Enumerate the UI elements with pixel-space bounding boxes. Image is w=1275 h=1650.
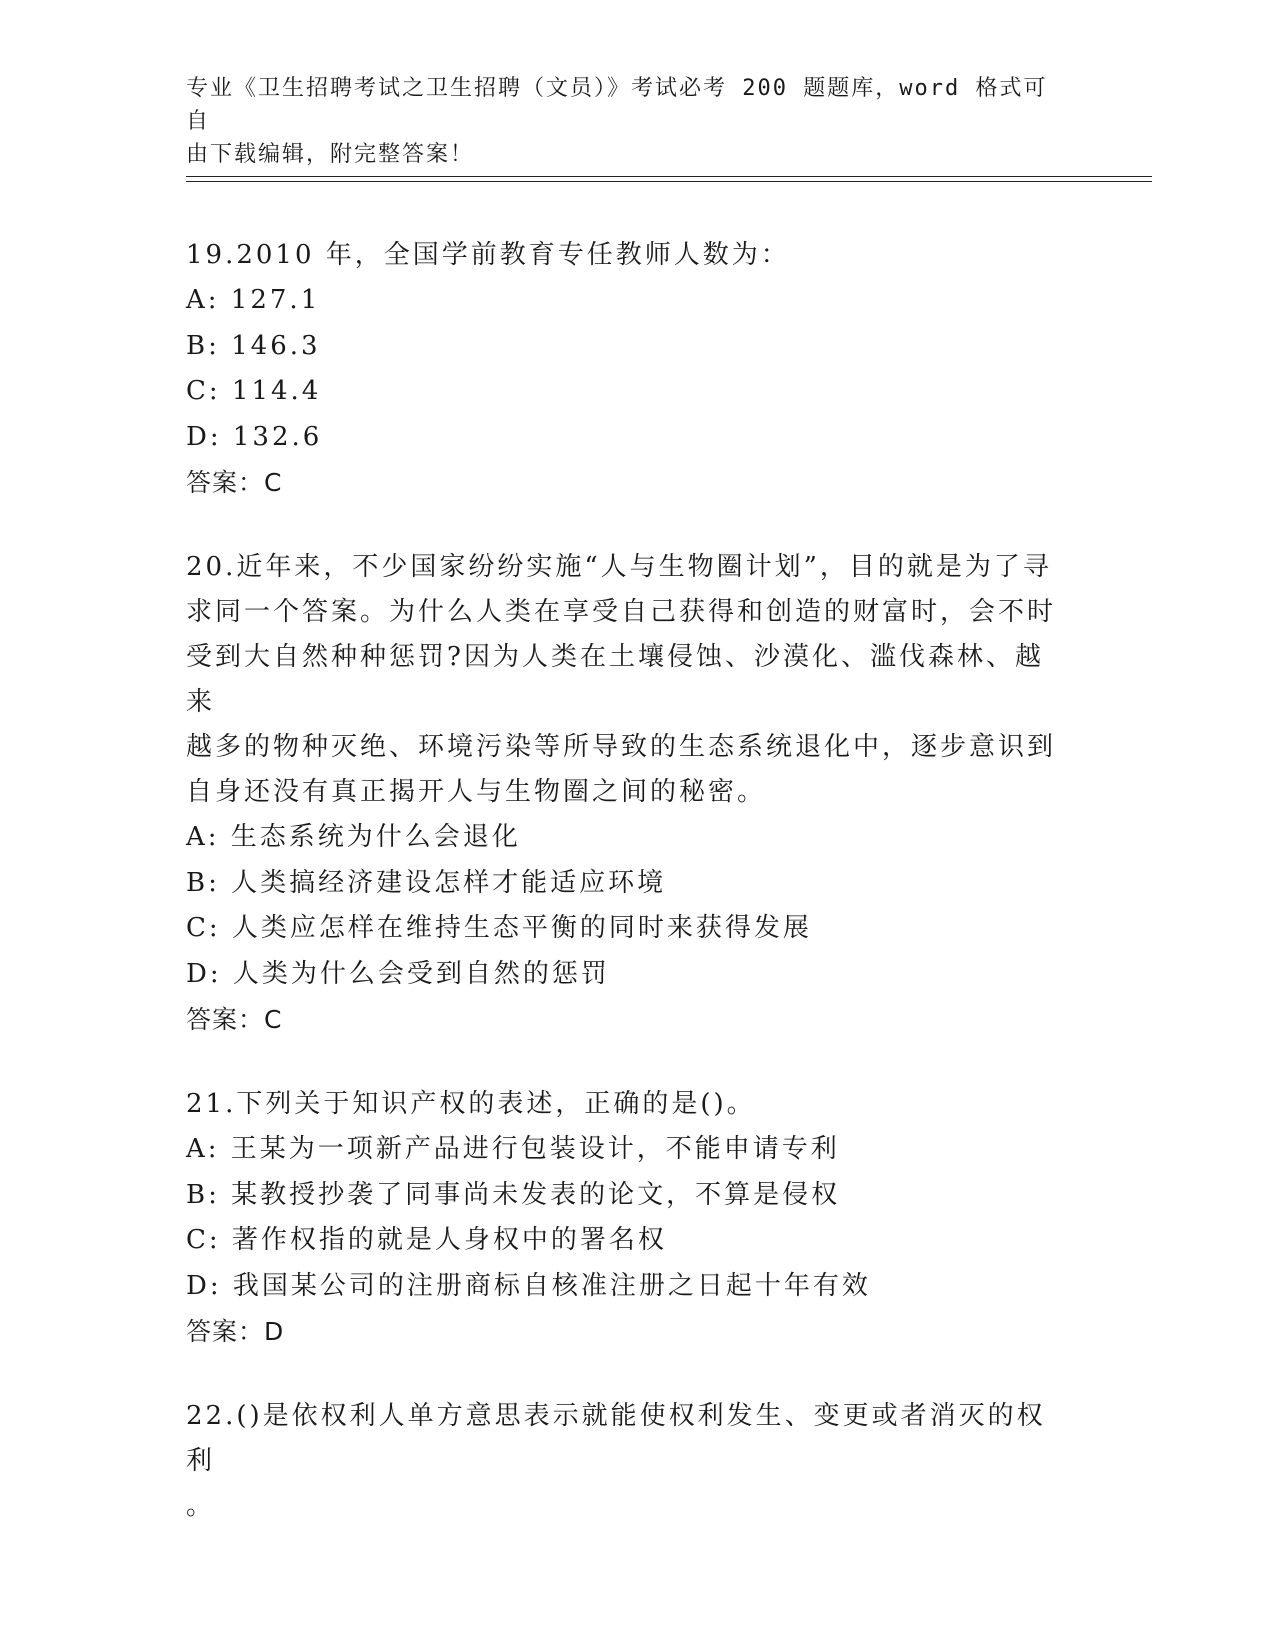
header-line-2: 由下载编辑，附完整答案！ bbox=[186, 142, 475, 167]
question-stem-line: 越多的物种灭绝、环境污染等所导致的生态系统退化中，逐步意识到 bbox=[186, 732, 1057, 762]
answer-option: C: 人类应怎样在维持生态平衡的同时来获得发展 bbox=[186, 913, 812, 943]
question-stem-line: 自身还没有真正揭开人与生物圈之间的秘密。 bbox=[186, 777, 767, 807]
answer-option: B: 人类搞经济建设怎样才能适应环境 bbox=[186, 867, 667, 898]
question-stem-line: 21.下列关于知识产权的表述，正确的是()。 bbox=[186, 1089, 756, 1119]
answer-option: A: 王某为一项新产品进行包装设计，不能申请专利 bbox=[186, 1134, 840, 1164]
question-stem-line: 求同一个答案。为什么人类在享受自己获得和创造的财富时，会不时 bbox=[186, 597, 1057, 627]
answer-option: C: 114.4 bbox=[186, 376, 322, 406]
answer-option: D: 我国某公司的注册商标自核准注册之日起十年有效 bbox=[186, 1270, 871, 1301]
answer-option: A: 127.1 bbox=[186, 285, 321, 315]
answer-key: 答案：C bbox=[186, 468, 283, 497]
document-header bbox=[186, 72, 1066, 171]
header-line-1: 专业《卫生招聘考试之卫生招聘（文员）》考试必考 200 题题库，word 格式可自 bbox=[186, 76, 1048, 134]
answer-key: 答案：C bbox=[186, 1005, 283, 1034]
answer-option: B: 146.3 bbox=[186, 330, 321, 361]
header-divider-bottom bbox=[186, 181, 1152, 182]
question-stem-line: 20.近年来，不少国家纷纷实施“人与生物圈计划”，目的就是为了寻 bbox=[186, 552, 1052, 582]
question-list bbox=[186, 233, 1066, 1569]
answer-option: A: 生态系统为什么会退化 bbox=[186, 822, 521, 852]
question-stem-line: 。 bbox=[186, 1491, 216, 1521]
question-stem-line: 19.2010 年，全国学前教育专任教师人数为： bbox=[186, 240, 790, 270]
question-stem-line: 22.()是依权利人单方意思表示就能使权利发生、变更或者消灭的权利 bbox=[186, 1401, 1046, 1476]
question-block bbox=[186, 1082, 1066, 1354]
answer-option: C: 著作权指的就是人身权中的署名权 bbox=[186, 1225, 667, 1255]
answer-key: 答案：D bbox=[186, 1317, 285, 1346]
answer-option: D: 132.6 bbox=[186, 421, 323, 452]
question-block bbox=[186, 233, 1066, 505]
answer-option: D: 人类为什么会受到自然的惩罚 bbox=[186, 958, 610, 989]
question-stem-line: 受到大自然种种惩罚?因为人类在土壤侵蚀、沙漠化、滥伐森林、越来 bbox=[186, 642, 1044, 717]
question-block bbox=[186, 1394, 1066, 1529]
header-divider-top bbox=[186, 176, 1152, 177]
question-block bbox=[186, 545, 1066, 1042]
answer-option: B: 某教授抄袭了同事尚未发表的论文，不算是侵权 bbox=[186, 1179, 841, 1210]
